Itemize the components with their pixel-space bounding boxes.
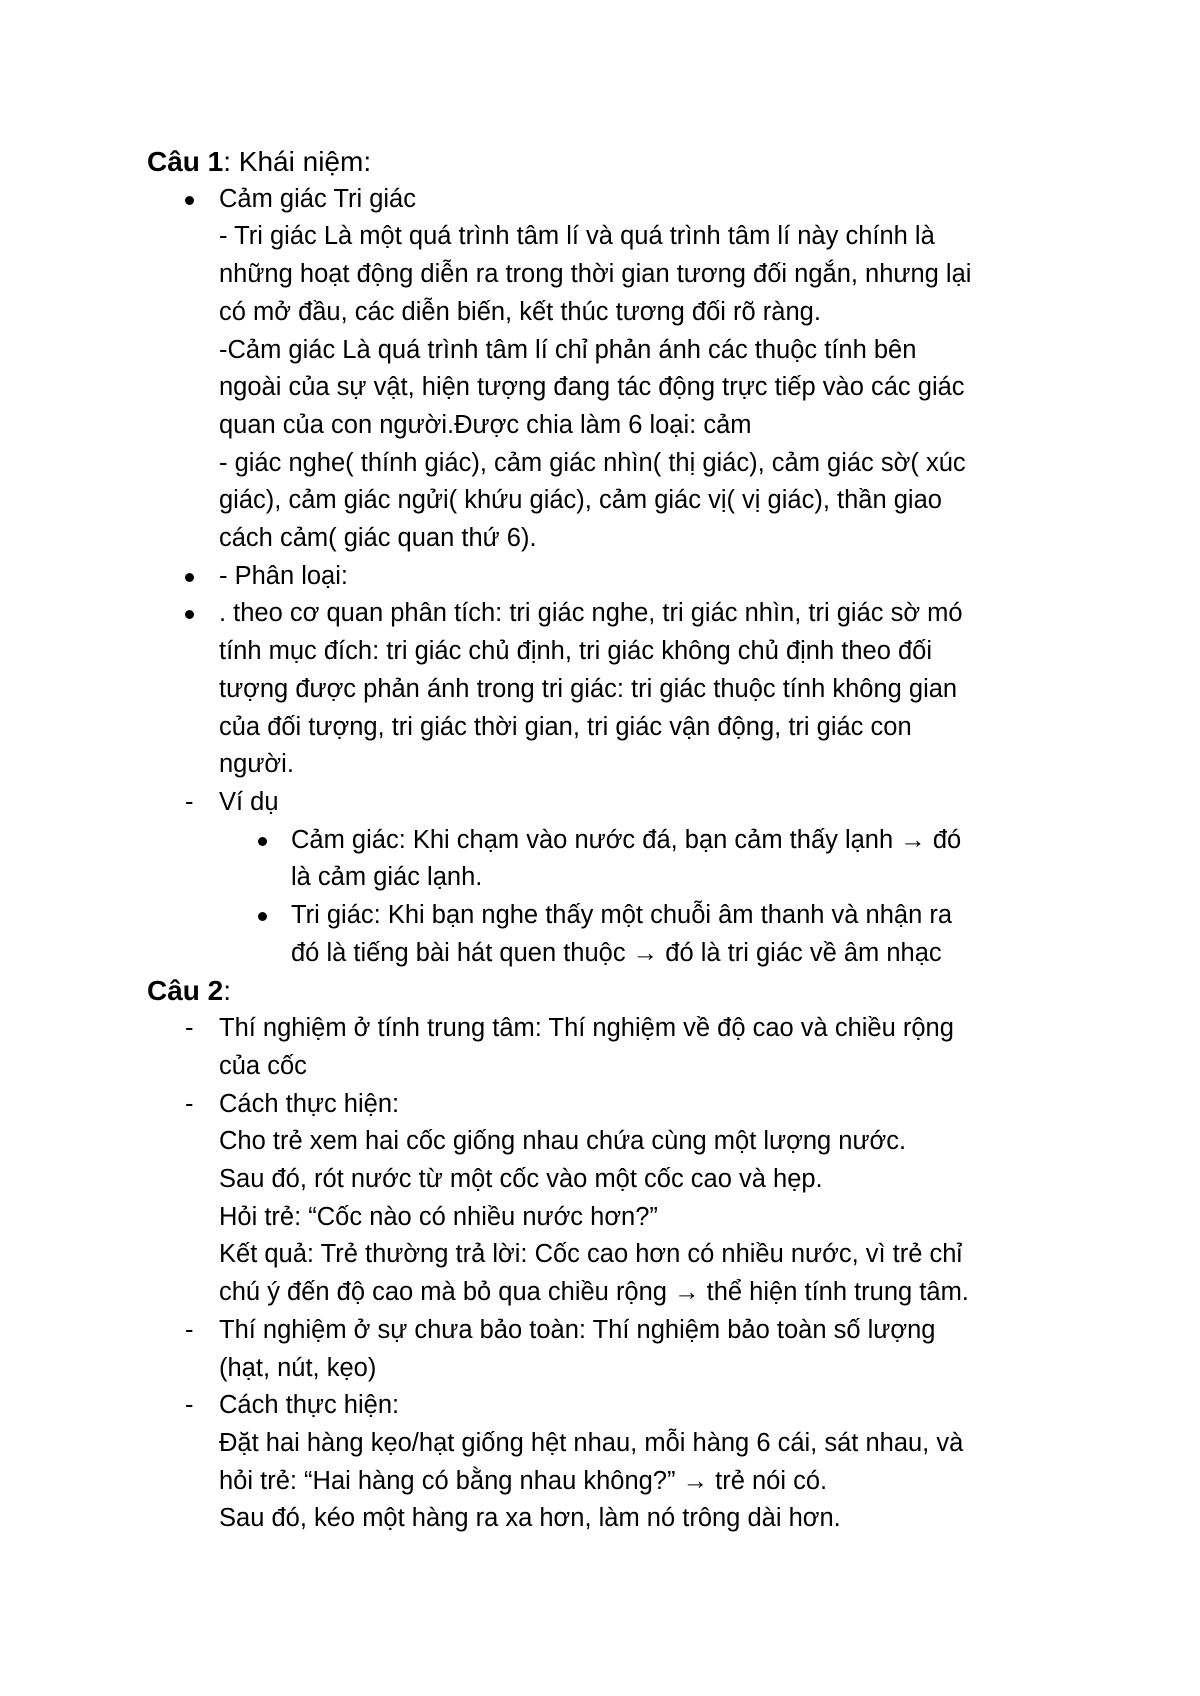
text-line: hỏi trẻ: “Hai hàng có bằng nhau không?” → trẻ nói có.	[219, 1466, 828, 1495]
text-line: (hạt, nút, kẹo)	[219, 1353, 377, 1382]
dash-item-conservation-procedure	[147, 1387, 1077, 1538]
dash-marker: -	[185, 1391, 194, 1420]
text-line: Sau đó, kéo một hàng ra xa hơn, làm nó trông dài hơn.	[219, 1504, 841, 1533]
examples-list	[147, 822, 1077, 973]
text-line: Tri giác: Khi bạn nghe thấy một chuỗi âm thanh và nhận ra	[291, 901, 953, 930]
examples-label: Ví dụ	[219, 787, 279, 816]
bullet-item-definitions	[147, 181, 1077, 558]
text-line: cách cảm( giác quan thứ 6).	[219, 524, 537, 553]
dash-item-conservation-experiment	[147, 1312, 1077, 1387]
question-1-title: : Khái niệm:	[223, 146, 372, 177]
dash-item-centration-experiment	[147, 1010, 1077, 1085]
dash-marker: -	[185, 1014, 194, 1043]
question-1-label: Câu 1	[147, 146, 224, 177]
text-line: - Phân loại:	[219, 561, 348, 590]
text-line: những hoạt động diễn ra trong thời gian tương đối ngắn, nhưng lại	[219, 260, 972, 289]
text-line: Hỏi trẻ: “Cốc nào có nhiều nước hơn?”	[219, 1202, 658, 1231]
text-line: Thí nghiệm ở tính trung tâm: Thí nghiệm về độ cao và chiều rộng	[219, 1014, 954, 1043]
dash-marker: -	[185, 1315, 194, 1344]
text-line: là cảm giác lạnh.	[291, 863, 483, 892]
dash-marker: -	[185, 1089, 194, 1118]
text-line: -Cảm giác Là quá trình tâm lí chỉ phản ánh các thuộc tính bên	[219, 335, 917, 364]
text-line: Cách thực hiện:	[219, 1391, 400, 1420]
text-line: Thí nghiệm ở sự chưa bảo toàn: Thí nghiệm bảo toàn số lượng	[219, 1315, 936, 1344]
text-line: - giác nghe( thính giác), cảm giác nhìn( thị giác), cảm giác sờ( xúc	[219, 448, 966, 477]
question-1-bullet-list	[147, 181, 1077, 822]
bullet-item-classification-label	[147, 558, 1077, 596]
text-line: ngoài của sự vật, hiện tượng đang tác động trực tiếp vào các giác	[219, 373, 965, 402]
question-2-suffix: :	[223, 975, 232, 1007]
text-line: chú ý đến độ cao mà bỏ qua chiều rộng → thể hiện tính trung tâm.	[219, 1278, 969, 1307]
text-line: có mở đầu, các diễn biến, kết thúc tương đối rõ ràng.	[219, 297, 821, 326]
text-line: . theo cơ quan phân tích: tri giác nghe, tri giác nhìn, tri giác sờ mó	[219, 599, 963, 628]
text-line: Cảm giác Tri giác	[219, 184, 416, 213]
text-line: người.	[219, 750, 294, 779]
text-line: tính mục đích: tri giác chủ định, tri giác không chủ định theo đối	[219, 637, 933, 666]
question-1-heading	[147, 143, 1077, 181]
text-line: Kết quả: Trẻ thường trả lời: Cốc cao hơn có nhiều nước, vì trẻ chỉ	[219, 1240, 963, 1269]
question-2-dash-list	[147, 1010, 1077, 1538]
text-line: Cách thực hiện:	[219, 1089, 400, 1118]
text-line: của đối tượng, tri giác thời gian, tri giác vận động, tri giác con	[219, 712, 912, 741]
dash-item-examples	[147, 784, 1077, 822]
document-content	[147, 143, 1077, 1538]
text-line: giác), cảm giác ngửi( khứu giác), cảm giác vị( vị giác), thần giao	[219, 486, 942, 515]
text-line: Cảm giác: Khi chạm vào nước đá, bạn cảm thấy lạnh → đó	[291, 825, 962, 854]
text-line: Đặt hai hàng kẹo/hạt giống hệt nhau, mỗi hàng 6 cái, sát nhau, và	[219, 1428, 964, 1457]
bullet-item-classification	[147, 595, 1077, 784]
dash-marker: -	[185, 787, 194, 816]
text-line: tượng được phản ánh trong tri giác: tri giác thuộc tính không gian	[219, 674, 958, 703]
example-item-perception	[147, 897, 1077, 972]
text-line: đó là tiếng bài hát quen thuộc → đó là tri giác về âm nhạc	[291, 938, 942, 967]
dash-item-centration-procedure	[147, 1086, 1077, 1312]
question-2-label: Câu 2	[147, 975, 224, 1007]
example-item-sensation	[147, 822, 1077, 897]
text-line: Sau đó, rót nước từ một cốc vào một cốc cao và hẹp.	[219, 1164, 823, 1193]
text-line: Cho trẻ xem hai cốc giống nhau chứa cùng một lượng nước.	[219, 1127, 907, 1156]
text-line: - Tri giác Là một quá trình tâm lí và quá trình tâm lí này chính là	[219, 222, 935, 251]
text-line: của cốc	[219, 1051, 307, 1080]
question-2-heading	[147, 972, 1077, 1010]
text-line: quan của con người.Được chia làm 6 loại: cảm	[219, 410, 752, 439]
